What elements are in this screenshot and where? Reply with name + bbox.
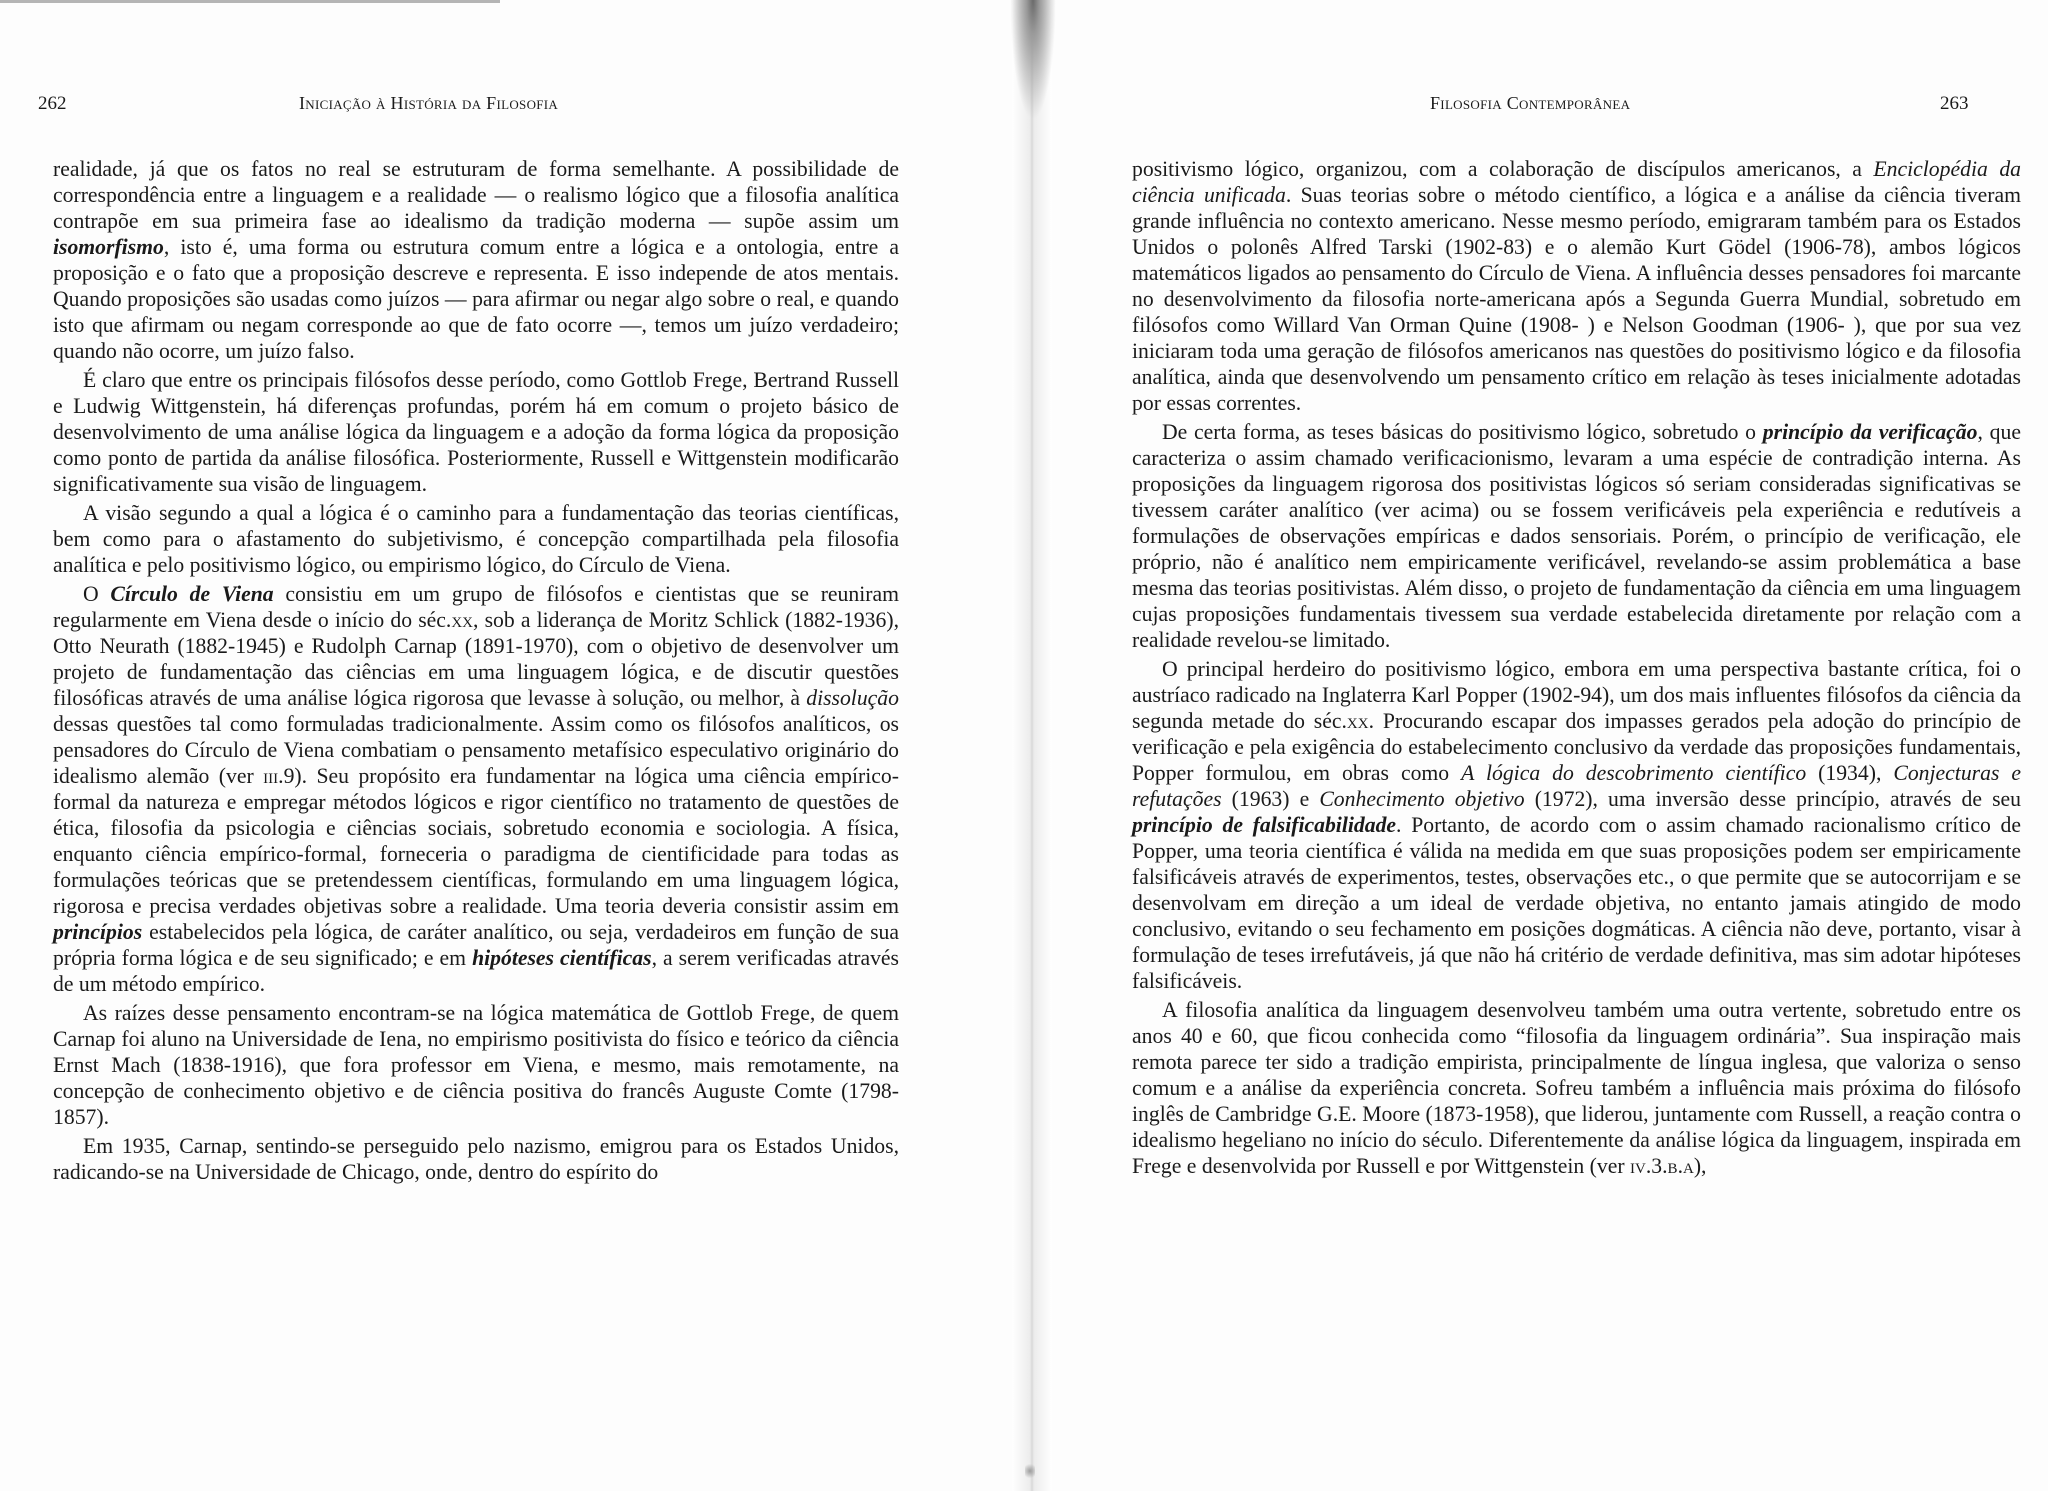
text-run: As raízes desse pensamento encontram-se na lógica matemática de Gottlob Frege, de quem Carnap foi aluno na Universidade de Iena, no empirismo positivista do físico e teórico da ciência Ernst Mach (1838-1916), que fora professor em Viena, e mesmo, mais remotamente, na concepção de conhecimento objetivo e de ciência positiva do francês Auguste Comte (1798-1857). (53, 1001, 899, 1129)
text-run: (1963) e (1221, 787, 1320, 811)
text-run: . Portanto, de acordo com o assim chamado racionalismo crítico de Popper, uma teoria científica é válida na medida em que suas proposições podem ser empiricamente falsificáveis através de experimentos, testes, observações etc., o que permite que se autocorrijam e se desenvolvam em direção a um ideal de verdade objetiva, no entanto jamais atingido de modo conclusivo, evitando o seu fechamento em posições dogmáticas. A ciência não deve, portanto, visar à formulação de teses irrefutáveis, já que não há critério de verdade definitiva, mas sim adotar hipóteses falsificáveis. (1132, 813, 2021, 993)
text-run: Em 1935, Carnap, sentindo-se perseguido pelo nazismo, emigrou para os Estados Unidos, radicando-se na Universidade de Chicago, onde, dentro do espírito do (53, 1134, 899, 1184)
emphasized-term: hipóteses científicas (472, 946, 652, 970)
emphasized-term: xx (1346, 709, 1369, 733)
text-run: , isto é, uma forma ou estrutura comum entre a lógica e a ontologia, entre a proposição e o fato que a proposição descreve e representa. E isso independe de atos mentais. Quando proposições são usadas como juízos — para afirmar ou negar algo sobre o real, e quando isto que afirmam ou negam corresponde ao que de fato ocorre —, temos um juízo verdadeiro; quando não ocorre, um juízo falso. (53, 235, 899, 363)
left-running-head: Iniciação à História da Filosofia (299, 93, 559, 113)
paragraph (53, 1000, 899, 1130)
text-run: A visão segundo a qual a lógica é o caminho para a fundamentação das teorias científicas, bem como para o afastamento do subjetivismo, é concepção compartilhada pela filosofia analítica e pelo positivismo lógico, ou empirismo lógico, do Círculo de Viena. (53, 501, 899, 577)
text-run: , a serem verificadas através de um método empírico. (53, 946, 899, 996)
emphasized-term: princípio da verificação (1762, 420, 1978, 444)
left-page-body (53, 156, 899, 1185)
emphasized-term: Enciclopédia da ciência unificada (1132, 157, 2022, 207)
emphasized-term: Conjecturas e refutações (1132, 761, 2022, 811)
paragraph (53, 156, 899, 364)
text-run: realidade, já que os fatos no real se estruturam de forma semelhante. A possibilidade de correspondência entre a linguagem e a realidade — o realismo lógico que a filosofia analítica contrapõe em sua primeira fase ao idealismo da tradição moderna — supõe assim um (53, 157, 899, 233)
text-run: É claro que entre os principais filósofos desse período, como Gottlob Frege, Bertrand Russell e Ludwig Wittgenstein, há diferenças profundas, porém há em comum o projeto básico de desenvolvimento de uma análise lógica da linguagem e a adoção da forma lógica da proposição como ponto de partida da análise filosófica. Posteriormente, Russell e Wittgenstein modificarão significativamente sua visão de linguagem. (53, 368, 899, 496)
right-running-head: Filosofia Contemporânea (1430, 93, 1631, 113)
text-run: De certa forma, as teses básicas do positivismo lógico, sobretudo o (1162, 420, 1763, 444)
paragraph (1132, 997, 2021, 1179)
emphasized-term: b (1667, 1154, 1678, 1178)
text-run: estabelecidos pela lógica, de caráter analítico, ou seja, verdadeiros em função de sua própria forma lógica e de seu significado; e em (53, 920, 899, 970)
paragraph (1132, 156, 2021, 416)
text-run: , sob a liderança de Moritz Schlick (1882-1936), Otto Neurath (1882-1945) e Rudolph Carnap (1891-1970), com o objetivo de desenvolver um projeto de fundamentação das ciências em uma linguagem lógica, e de discutir questões filosóficas através de uma análise lógica rigorosa que levasse à solução, ou melhor, à (53, 608, 899, 710)
emphasized-term: Conhecimento objetivo (1319, 787, 1525, 811)
emphasized-term: Círculo de Viena (110, 582, 274, 606)
emphasized-term: dissolução (806, 686, 899, 710)
emphasized-term: a (1682, 1154, 1694, 1178)
emphasized-term: iv (1630, 1154, 1646, 1178)
text-run: .3. (1645, 1154, 1668, 1178)
text-run: (1972), uma inversão desse princípio, através de seu (1524, 787, 2021, 811)
paragraph (1132, 419, 2021, 653)
text-run: dessas questões tal como formuladas tradicionalmente. Assim como os filósofos analíticos, os pensadores do Círculo de Viena combatiam o pensamento metafísico especulativo originário do idealismo alemão (ver (53, 712, 899, 788)
right-page-body (1132, 156, 2021, 1179)
text-run: . (1677, 1154, 1683, 1178)
paragraph (53, 367, 899, 497)
text-run: O (83, 582, 111, 606)
paragraph (53, 581, 899, 997)
text-run: ), (1693, 1154, 1707, 1178)
emphasized-term: princípios (53, 920, 143, 944)
right-page-number: 263 (1940, 93, 1969, 114)
right-page (1052, 0, 2048, 1491)
paragraph (1132, 656, 2021, 994)
text-run: . Procurando escapar dos impasses gerados pela adoção do princípio de verificação e pela exigência do estabelecimento conclusivo da verdade das proposições fundamentais, Popper formulou, em obras como (1132, 709, 2021, 785)
text-run: consistiu em um grupo de filósofos e cientistas que se reuniram regularmente em Viena desde o início do séc. (53, 582, 899, 632)
emphasized-term: isomorfismo (53, 235, 164, 259)
text-run: (1934), (1806, 761, 1894, 785)
paragraph (53, 500, 899, 578)
emphasized-term: princípio de falsificabilidade (1132, 813, 1397, 837)
binding-shadow (1010, 0, 1056, 120)
scan-speck (1025, 1462, 1035, 1480)
book-gutter (1012, 0, 1052, 1491)
text-run: . Suas teorias sobre o método científico, a lógica e a análise da ciência tiveram grande influência no contexto americano. Nesse mesmo período, emigraram também para os Estados Unidos o polonês Alfred Tarski (1902-83) e o alemão Kurt Gödel (1906-78), ambos lógicos matemáticos ligados ao pensamento do Círculo de Viena. A influência desses pensadores foi marcante no desenvolvimento da filosofia norte-americana após a Segunda Guerra Mundial, sobretudo em filósofos como Willard Van Orman Quine (1908- ) e Nelson Goodman (1906- ), que por sua vez iniciaram toda uma geração de filósofos americanos nas questões do positivismo lógico e da filosofia analítica, ainda que desenvolvendo um pensamento crítico em relação às teses inicialmente adotadas por essas correntes. (1132, 183, 2021, 415)
emphasized-term: A lógica do descobrimento científico (1461, 761, 1807, 785)
left-page-number: 262 (38, 93, 67, 114)
left-page (0, 0, 1010, 1491)
text-run: positivismo lógico, organizou, com a colaboração de discípulos americanos, a (1132, 157, 1874, 181)
text-run: A filosofia analítica da linguagem desenvolveu também uma outra vertente, sobretudo entre os anos 40 e 60, que ficou conhecida como “filosofia da linguagem ordinária”. Sua inspiração mais remota parece ter sido a tradição empirista, principalmente de língua inglesa, que valoriza o senso comum e a análise da experiência concreta. Sofreu também a influência mais próxima do filósofo inglês de Cambridge G.E. Moore (1873-1958), que liderou, juntamente com Russell, a reação contra o idealismo hegeliano no início do século. Diferentemente da análise lógica da linguagem, inspirada em Frege e desenvolvida por Russell e por Wittgenstein (ver (1132, 998, 2021, 1178)
emphasized-term: xx (451, 608, 474, 632)
text-run: .9). Seu propósito era fundamentar na lógica uma ciência empírico-formal da natureza e empregar métodos lógicos e rigor científico no tratamento de questões de ética, filosofia da psicologia e ciências sociais, sobretudo economia e sociologia. A física, enquanto ciência empírico-formal, forneceria o paradigma de cientificidade para todas as formulações teóricas que se pretendessem científicas, formulando em uma linguagem lógica, rigorosa e precisa verdades objetivas sobre a realidade. Uma teoria deveria consistir assim em (53, 764, 899, 918)
text-run: , que caracteriza o assim chamado verificacionismo, levaram a uma espécie de contradição interna. As proposições da linguagem rigorosa dos positivistas lógicos só seriam consideradas significativas se tivessem caráter analítico (ver acima) ou se fossem verificáveis pela experiência e redutíveis a formulações de observações empíricas e dados sensoriais. Porém, o princípio de verificação, ele próprio, não é analítico nem empiricamente verificável, revelando-se assim problemática a base mesma das teorias positivistas. Além disso, o projeto de fundamentação da ciência em uma linguagem cujas proposições fundamentais tivessem sua verdade estabelecida diretamente por relação com a realidade revelou-se limitado. (1132, 420, 2021, 652)
emphasized-term: iii (263, 764, 279, 788)
text-run: O principal herdeiro do positivismo lógico, embora em uma perspectiva bastante crítica, foi o austríaco radicado na Inglaterra Karl Popper (1902-94), um dos mais influentes filósofos da ciência da segunda metade do séc. (1132, 657, 2021, 733)
paragraph (53, 1133, 899, 1185)
